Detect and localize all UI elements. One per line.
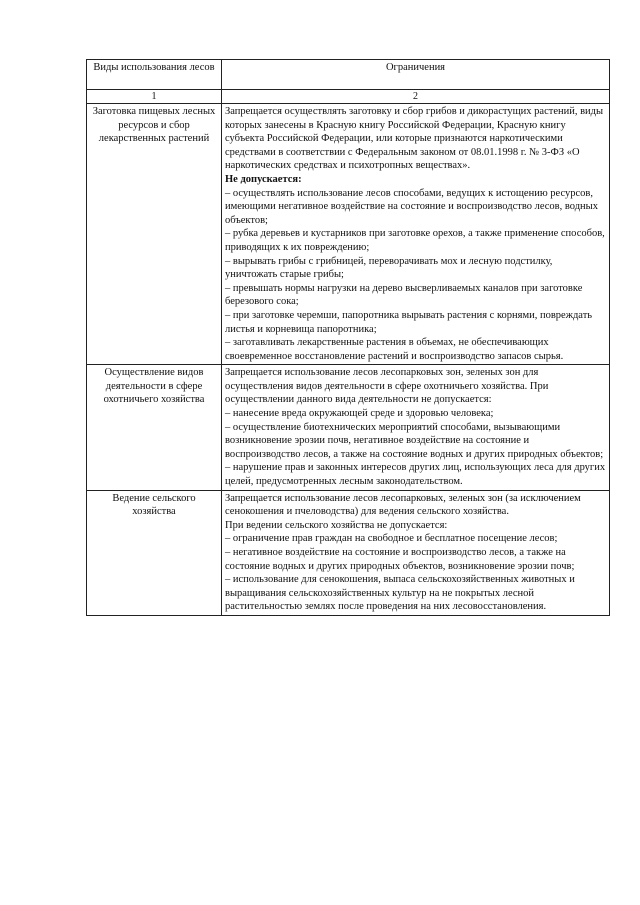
restriction-item: – негативное воздействие на состояние и воспроизводство лесов, а также на состояние водных и других природных объектов, возникновение эрозии почв; <box>225 547 575 572</box>
restriction-item: – заготавливать лекарственные растения в объемах, не обеспечивающих своевременное восстановление растений и воспроизводство запасов сырья. <box>225 337 564 362</box>
restriction-paragraph: Запрещается осуществлять заготовку и сбор грибов и дикорастущих растений, виды которых занесены в Красную книгу Российской Федерации, Красную книгу субъекта Российской Федерации, или которые признаются наркотическими средствами в соответствии с Федеральным законом от 08.01.1998 г. № 3-ФЗ «О наркотических средствах и психотропных веществах». <box>225 106 604 172</box>
restriction-heading: При ведении сельского хозяйства не допускается: <box>225 519 448 531</box>
restriction-item: – использование для сенокошения, выпаса сельскохозяйственных животных и выращивания сельскохозяйственных культур на не покрытых лесной растительностью землях после проведения на них лесовосстановления. <box>225 574 575 613</box>
use-type-cell: Осуществление видов деятельности в сфере охотничьего хозяйства <box>87 365 222 490</box>
column-number-1: 1 <box>87 90 222 104</box>
restriction-item: – ограничение прав граждан на свободное и бесплатное посещение лесов; <box>225 533 558 545</box>
forest-use-restrictions-table <box>86 59 610 616</box>
header-forest-use-types: Виды использования лесов <box>87 60 222 90</box>
use-type-cell: Заготовка пищевых лесных ресурсов и сбор лекарственных растений <box>87 104 222 365</box>
document-page <box>86 59 609 616</box>
restriction-item: – при заготовке черемши, папоротника вырывать растения с корнями, повреждать листья и корневища папоротника; <box>225 309 593 335</box>
table-row <box>87 104 610 365</box>
restriction-item: – осуществлять использование лесов способами, ведущих к истощению ресурсов, имеющими негативное воздействие на состояние и воспроизводство лесов, водных объектов; <box>225 187 598 226</box>
restrictions-cell <box>222 490 610 615</box>
restrictions-cell <box>222 365 610 490</box>
table-header-row <box>87 60 610 90</box>
column-number-2: 2 <box>222 90 610 104</box>
restriction-paragraph: Запрещается использование лесов лесопарковых, зеленых зон (за исключением сенокошения и пчеловодства) для ведения сельского хозяйства. <box>225 492 581 518</box>
restriction-paragraph: Запрещается использование лесов лесопарковых зон, зеленых зон для осуществления видов деятельности в сфере охотничьего хозяйства. При осуществлении данного вида деятельности не допускается: <box>225 367 549 406</box>
column-number-row <box>87 90 610 104</box>
restriction-item: – осуществление биотехнических мероприятий способами, вызывающими возникновение эрозии почв, негативное воздействие на состояние и воспроизводство лесов, а также на состояние водных и других природных объектов; <box>225 421 604 460</box>
header-restrictions: Ограничения <box>222 60 610 90</box>
use-type-cell: Ведение сельского хозяйства <box>87 490 222 615</box>
restriction-item: – нарушение прав и законных интересов других лиц, использующих леса для других целей, предусмотренных лесным законодательством. <box>225 462 606 488</box>
table-row <box>87 490 610 615</box>
restriction-item: – вырывать грибы с грибницей, переворачивать мох и лесную подстилку, уничтожать старые грибы; <box>225 255 553 281</box>
restriction-item: – превышать нормы нагрузки на дерево высверливаемых каналов при заготовке березового сока; <box>225 282 583 308</box>
restriction-item: – рубка деревьев и кустарников при заготовке орехов, а также применение способов, приводящих к их повреждению; <box>225 228 605 253</box>
restriction-heading: Не допускается: <box>225 173 302 185</box>
table-row <box>87 365 610 490</box>
restriction-item: – нанесение вреда окружающей среде и здоровью человека; <box>225 408 494 420</box>
restrictions-cell <box>222 104 610 365</box>
